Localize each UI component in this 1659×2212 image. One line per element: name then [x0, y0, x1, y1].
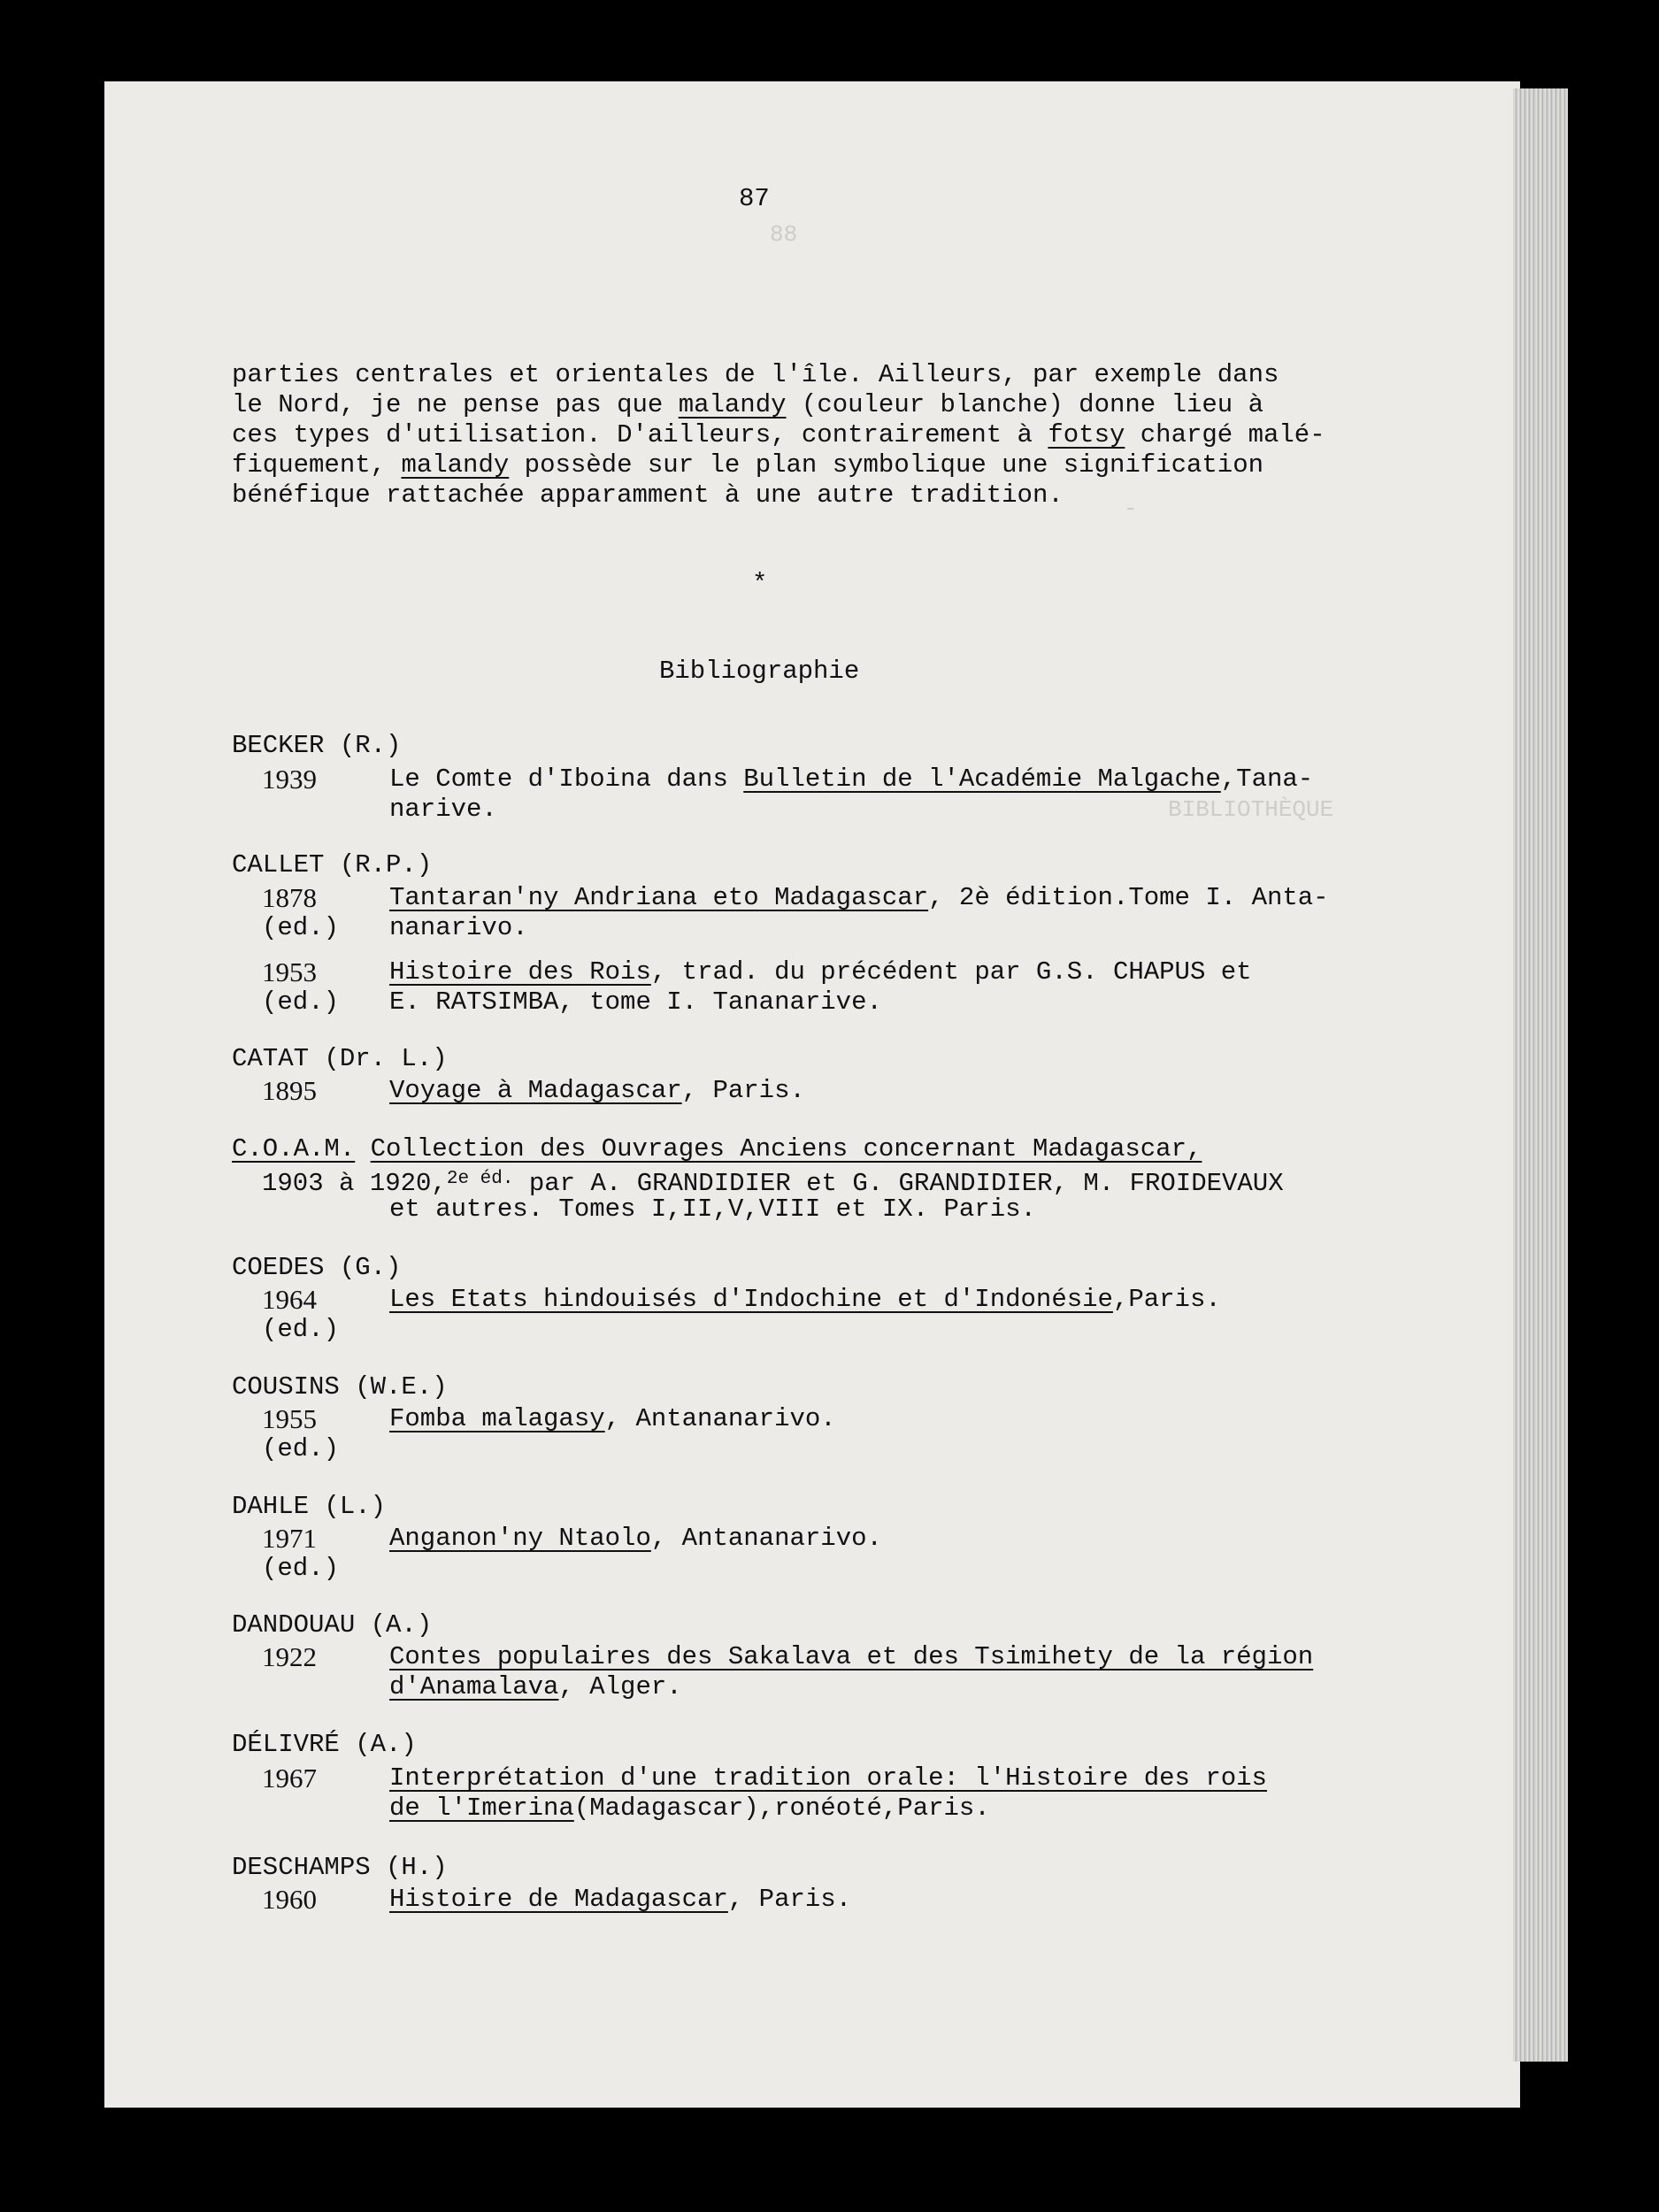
- entry-title: Anganon'ny Ntaolo: [389, 1524, 651, 1553]
- entry-author: DÉLIVRÉ (A.): [232, 1730, 417, 1759]
- paragraph-line: le Nord, je ne pense pas que malandy (couleur blanche) donne lieu à: [232, 390, 1264, 419]
- entry-title: Histoire des Rois: [389, 957, 651, 987]
- entry-year: 1964: [262, 1284, 317, 1315]
- entry-year: 1878: [262, 882, 317, 913]
- entry-text: Fomba malagasy, Antananarivo.: [389, 1404, 836, 1433]
- entry-title: de l'Imerina: [389, 1793, 574, 1823]
- entry-text: et autres. Tomes I,II,V,VIII et IX. Paris.: [389, 1194, 1036, 1224]
- emphasis-word: malandy: [401, 450, 510, 480]
- entry-text: [389, 1642, 1313, 1672]
- entry-author: C.O.A.M.: [232, 1134, 356, 1164]
- page-number: 87: [739, 184, 770, 213]
- entry-text: [232, 1134, 1202, 1164]
- entry-title: Histoire de Madagascar: [389, 1885, 728, 1914]
- page-edge: [1513, 88, 1568, 2062]
- entry-title: Collection des Ouvrages Anciens concernant Madagascar,: [370, 1134, 1202, 1164]
- entry-year: 1955: [262, 1403, 317, 1434]
- bleed-through: BIBLIOTHÈQUE: [1168, 796, 1334, 823]
- separator-asterisk: *: [752, 569, 768, 598]
- entry-text: 1903 à 1920,$^{2e éd.}$ par A. GRANDIDIER et G. GRANDIDIER, M. FROIDEVAUX: [262, 1169, 1284, 1198]
- bleed-through: 88: [770, 221, 798, 248]
- entry-year: 1939: [262, 764, 317, 795]
- entry-text: nanarivo.: [389, 913, 528, 942]
- section-heading: Bibliographie: [659, 657, 860, 686]
- entry-text: d'Anamalava, Alger.: [389, 1672, 682, 1701]
- entry-author: CALLET (R.P.): [232, 850, 433, 879]
- entry-year: 1903 à 1920,: [262, 1169, 447, 1198]
- paragraph-line: parties centrales et orientales de l'île. Ailleurs, par exemple dans: [232, 360, 1279, 389]
- entry-edition: (ed.): [262, 1554, 340, 1583]
- entry-author: COUSINS (W.E.): [232, 1372, 448, 1402]
- paragraph-line: fiquement, malandy possède sur le plan symbolique une signification: [232, 450, 1264, 480]
- entry-text: Histoire des Rois, trad. du précédent par G.S. CHAPUS et: [389, 957, 1252, 987]
- entry-edition: (ed.): [262, 1434, 340, 1463]
- entry-year: 1895: [262, 1075, 317, 1106]
- entry-title: Les Etats hindouisés d'Indochine et d'Indonésie: [389, 1285, 1113, 1314]
- entry-title: Tantaran'ny Andriana eto Madagascar: [389, 883, 929, 912]
- entry-edition: (ed.): [262, 1315, 340, 1344]
- entry-title: Bulletin de l'Académie Malgache: [743, 764, 1221, 794]
- paragraph-line: bénéfique rattachée apparamment à une autre tradition.: [232, 480, 1064, 510]
- entry-edition: (ed.): [262, 913, 340, 942]
- entry-year: 1960: [262, 1884, 317, 1915]
- entry-text: narive.: [389, 795, 497, 824]
- entry-year: 1971: [262, 1523, 317, 1554]
- entry-text: E. RATSIMBA, tome I. Tananarive.: [389, 987, 882, 1017]
- edition-superscript: 2e éd.: [446, 1169, 514, 1189]
- entry-text: Voyage à Madagascar, Paris.: [389, 1076, 805, 1105]
- entry-title: Fomba malagasy: [389, 1404, 605, 1433]
- entry-title: d'Anamalava: [389, 1672, 559, 1701]
- bleed-through: -: [1124, 495, 1138, 522]
- entry-author: BECKER (R.): [232, 731, 402, 760]
- entry-year: 1953: [262, 956, 317, 987]
- entry-title: Voyage à Madagascar: [389, 1076, 682, 1105]
- entry-text: de l'Imerina(Madagascar),ronéoté,Paris.: [389, 1793, 990, 1823]
- entry-edition: (ed.): [262, 987, 340, 1017]
- entry-author: DESCHAMPS (H.): [232, 1853, 448, 1882]
- entry-text: Le Comte d'Iboina dans Bulletin de l'Académie Malgache,Tana-: [389, 764, 1314, 794]
- emphasis-word: fotsy: [1048, 420, 1125, 449]
- entry-title: Interprétation d'une tradition orale: l'Histoire des rois: [389, 1763, 1267, 1793]
- entry-title: Contes populaires des Sakalava et des Tsimihety de la région: [389, 1642, 1314, 1671]
- entry-author: DANDOUAU (A.): [232, 1610, 433, 1640]
- entry-year: 1967: [262, 1763, 317, 1793]
- emphasis-word: malandy: [678, 390, 787, 419]
- entry-text: [389, 1763, 1267, 1793]
- entry-text: Histoire de Madagascar, Paris.: [389, 1885, 852, 1914]
- entry-author: DAHLE (L.): [232, 1492, 387, 1521]
- paragraph-line: ces types d'utilisation. D'ailleurs, contrairement à fotsy chargé malé-: [232, 420, 1325, 449]
- entry-text: Les Etats hindouisés d'Indochine et d'Indonésie,Paris.: [389, 1285, 1221, 1314]
- entry-text: Anganon'ny Ntaolo, Antananarivo.: [389, 1524, 882, 1553]
- entry-text: Tantaran'ny Andriana eto Madagascar, 2è édition.Tome I. Anta-: [389, 883, 1329, 912]
- entry-author: CATAT (Dr. L.): [232, 1044, 448, 1073]
- entry-author: COEDES (G.): [232, 1253, 402, 1282]
- entry-year: 1922: [262, 1641, 317, 1672]
